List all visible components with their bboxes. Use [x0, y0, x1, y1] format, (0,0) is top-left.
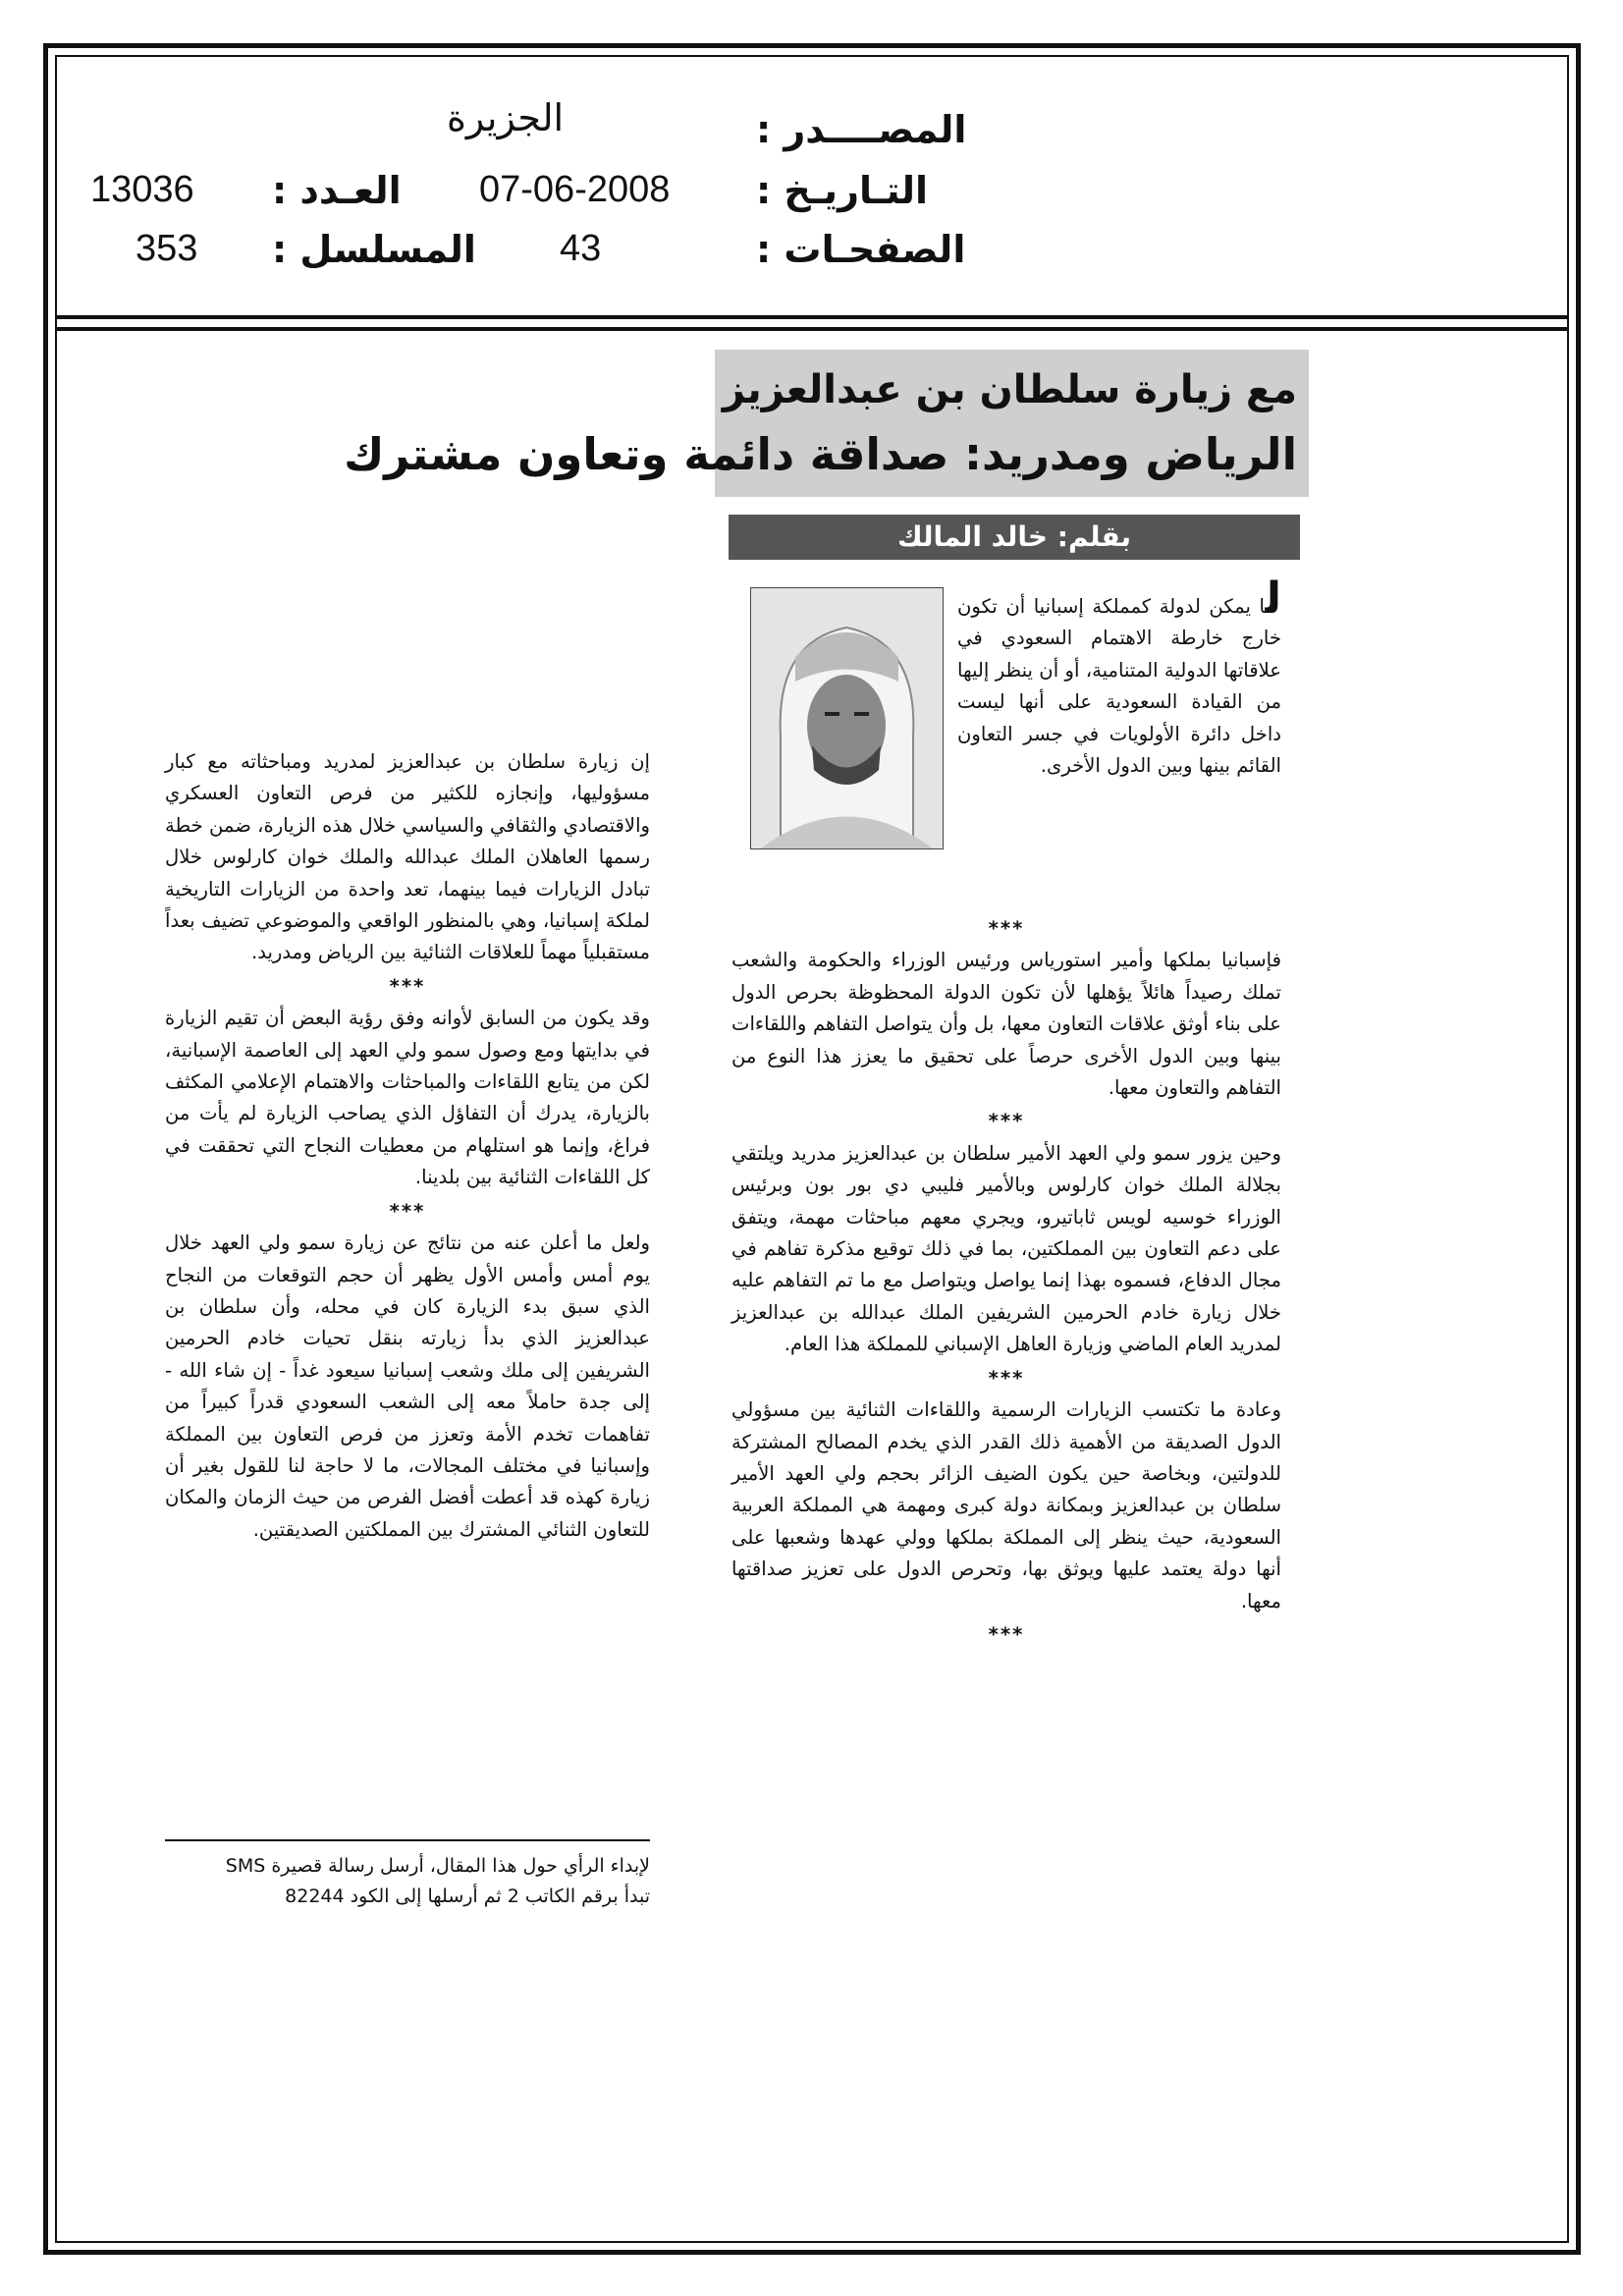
- right-column-intro: [957, 574, 1281, 782]
- sms-note-line1: لإبداء الرأي حول هذا المقال، أرسل رسالة قصيرة SMS: [225, 1855, 650, 1877]
- date-value: 07-06-2008: [479, 169, 671, 210]
- left-column-body: [165, 746, 650, 1546]
- section-separator: ***: [988, 1622, 1025, 1646]
- article-title-line2: الرياض ومدريد: صداقة دائمة وتعاون مشترك: [344, 428, 1297, 480]
- left-column-paragraph-3: ولعل ما أعلن عنه من نتائج عن زيارة سمو ولي العهد خلال يوم أمس وأمس الأول يظهر أن حجم التوقعات من النجاح الذي سبق بدء الزيارة كان في محله، وأن سلطان بن عبدالعزيز الذي بدأ زيارته بنقل تحيات خادم الحرمين الشريفين إلى ملك وشعب إسبانيا سيعود غداً - إن شاء الله - إلى جدة حاملاً معه إلى الشعب السعودي قدراً كبيراً من تفاهمات تخدم الأمة وتعزز من فرص التعاون بين المملكة وإسبانيا في مختلف المجالات، ما لا حاجة لنا للقول بغير أن زيارة كهذه قد أعطت أفضل الفرص من حيث الزمان والمكان للتعاون الثنائي المشترك بين المملكتين الصديقتين.: [165, 1231, 650, 1541]
- issue-value: 13036: [90, 169, 194, 210]
- left-column-paragraph-1: إن زيارة سلطان بن عبدالعزيز لمدريد ومباحثاته مع كبار مسؤوليها، وإنجازه للكثير من فرص التعاون العسكري والاقتصادي والثقافي والسياسي خلال هذه الزيارة، ضمن خطة رسمها العاهلان الملك عبدالله والملك خوان كارلوس خلال تبادل الزيارات فيما بينهما، تعد واحدة من الزيارات التاريخية لملكة إسبانيا، وهي بالمنظور الواقعي والموضوعي تضيف بعداً مستقبلياً مهماً للعلاقات الثنائية بين الرياض ومدريد.: [165, 750, 650, 964]
- header-separator-bottom: [55, 327, 1569, 331]
- right-column-body: [731, 911, 1281, 1651]
- article-title-line1: مع زيارة سلطان بن عبدالعزيز: [722, 367, 1297, 412]
- author-photo: [750, 587, 944, 849]
- section-separator: ***: [988, 1366, 1025, 1390]
- sms-note-rule: [165, 1839, 650, 1841]
- author-photo-illustration: [751, 588, 943, 848]
- sms-note-line2: تبدأ برقم الكاتب 2 ثم أرسلها إلى الكود 82244: [285, 1886, 650, 1907]
- right-column-paragraph-2: فإسبانيا بملكها وأمير استورياس ورئيس الوزراء والحكومة والشعب تملك رصيداً هائلاً يؤهلها لأن تكون الدولة المحظوظة بحرص الدول على بناء أوثق علاقات التعاون معها، بل وأن يتواصل التفاهم واللقاءات بينها وبين الدول الأخرى حرصاً على تحقيق ما يعزز هذا النوع من التفاهم والتعاون معها.: [731, 949, 1281, 1100]
- sms-note: [165, 1851, 650, 1912]
- article-intro-paragraph: لا يمكن لدولة كمملكة إسبانيا أن تكون خارج خارطة الاهتمام السعودي في علاقاتها الدولية المتنامية، أو أن ينظر إليها من القيادة السعودية على أنها ليست داخل دائرة الأولويات في جسر التعاون القائم بينها وبين الدول الأخرى.: [957, 574, 1281, 778]
- serial-value: 353: [135, 228, 198, 269]
- section-separator: ***: [389, 1199, 426, 1223]
- section-separator: ***: [389, 974, 426, 998]
- source-value: الجزيرة: [447, 98, 565, 139]
- header-separator-top: [55, 315, 1569, 319]
- right-column-paragraph-3: وحين يزور سمو ولي العهد الأمير سلطان بن عبدالعزيز مدريد ويلتقي بجلالة الملك خوان كارلوس وبالأمير فليبي دي بور بون وبرئيس الوزراء خوسيه لويس ثاباتيرو، ويجري معهم مباحثات مهمة، ويتفق على دعم التعاون بين المملكتين، بما في ذلك توقيع مذكرة تفاهم في مجال الدفاع، فسموه بهذا إنما يواصل ويتواصل مع ما تم التفاهم عليه خلال زيارة خادم الحرمين الشريفين الملك عبدالله بن عبدالعزيز لمدريد العام الماضي وزيارة العاهل الإسباني للمملكة هذا العام.: [731, 1141, 1281, 1356]
- serial-label: المسلسل :: [272, 228, 476, 271]
- section-separator: ***: [988, 1110, 1025, 1133]
- section-separator: ***: [988, 917, 1025, 940]
- article-title-block: [344, 350, 1309, 497]
- source-label: المصــــدر :: [756, 108, 967, 151]
- pages-label: الصفحـات :: [756, 228, 966, 271]
- date-label: التـاريـخ :: [756, 169, 929, 212]
- right-column-paragraph-4: وعادة ما تكتسب الزيارات الرسمية واللقاءات الثنائية بين مسؤولي الدول الصديقة من الأهمية ذلك القدر الذي يخدم المصالح المشتركة للدولتين، وبخاصة حين يكون الضيف الزائر بحجم ولي العهد الأمير سلطان بن عبدالعزيز وبمكانة دولة كبرى ومهمة هي المملكة العربية السعودية، حيث ينظر إلى المملكة بملكها وولي عهدها وشعبها على أنها دولة يعتمد عليها ويوثق بها، وتحرص الدول على تعزيز صداقتها معها.: [731, 1398, 1281, 1613]
- pages-value: 43: [560, 228, 602, 269]
- issue-label: العـدد :: [272, 169, 402, 212]
- left-column-paragraph-2: وقد يكون من السابق لأوانه وفق رؤية البعض أن تقيم الزيارة في بدايتها ومع وصول سمو ولي العهد إلى العاصمة الإسبانية، لكن من يتابع اللقاءات والمباحثات والاهتمام الإعلامي المكثف بالزيارة، يدرك أن التفاؤل الذي يصاحب الزيارة لم يأت من فراغ، وإنما هو استلهام من معطيات النجاح التي تحققت في كل اللقاءات الثنائية بين بلدينا.: [165, 1007, 650, 1189]
- article-byline: بقلم: خالد المالك: [729, 515, 1300, 560]
